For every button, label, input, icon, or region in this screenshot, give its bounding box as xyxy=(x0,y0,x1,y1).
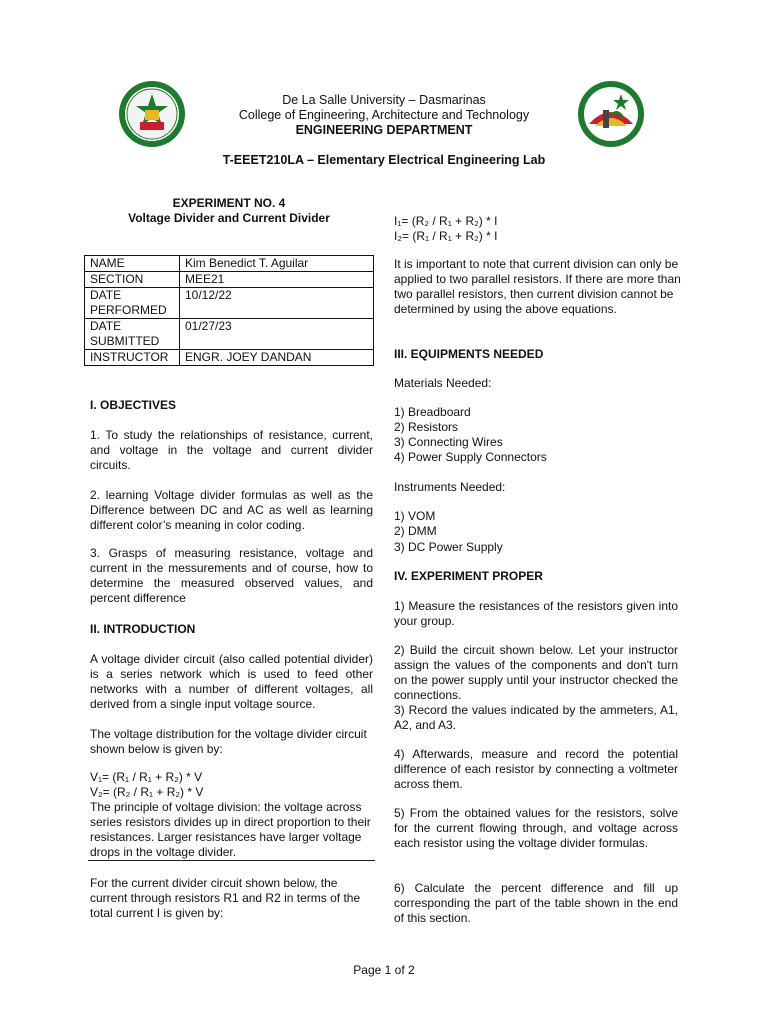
intro-paragraph: For the current divider circuit shown below, the current through resistors R1 and R2 in terms of the total current I is given by: xyxy=(90,876,361,920)
list-item: 2) Resistors xyxy=(394,420,459,434)
info-value: 10/12/22 xyxy=(180,288,374,319)
materials-label: Materials Needed: xyxy=(394,376,492,390)
list-item: 3) DC Power Supply xyxy=(394,540,503,554)
intro-paragraph: It is important to note that current division can only be applied to two parallel resistors. If there are more than two parallel resistors, then current division cannot be determined by using the above equations. xyxy=(394,257,681,316)
procedure-step: 6) Calculate the percent difference and fill up corresponding the part of the table shown in the end of this section. xyxy=(394,881,678,925)
table-row xyxy=(85,272,374,288)
info-label: INSTRUCTOR xyxy=(85,350,180,366)
list-item: 2) DMM xyxy=(394,524,437,538)
intro-paragraph: The voltage distribution for the voltage divider circuit shown below is given by: xyxy=(90,727,367,756)
info-value: Kim Benedict T. Aguilar xyxy=(180,256,374,272)
info-label: DATE SUBMITTED xyxy=(85,319,180,350)
list-item: 4) Power Supply Connectors xyxy=(394,450,547,464)
info-label: NAME xyxy=(85,256,180,272)
objectives-heading: I. OBJECTIVES xyxy=(90,398,177,412)
procedure-step: 3) Record the values indicated by the ammeters, A1, A2, and A3. xyxy=(394,703,678,732)
intro-paragraph: The principle of voltage division: the voltage across series resistors divides up in direct proportion to their resistances. Larger resistances have larger voltage drops in the voltage divider. xyxy=(90,800,371,859)
table-row xyxy=(85,288,374,319)
info-label: SECTION xyxy=(85,272,180,288)
list-item: 1) VOM xyxy=(394,509,436,523)
objective-item: 1. To study the relationships of resistance, current, and voltage in the voltage and current divider circuits. xyxy=(90,428,373,472)
course-title: T-EEET210LA – Elementary Electrical Engineering Lab xyxy=(222,153,546,167)
introduction-heading: II. INTRODUCTION xyxy=(90,622,196,636)
procedure-step: 2) Build the circuit shown below. Let your instructor assign the values of the components and don't turn on the power supply until your instructor checked the connections. xyxy=(394,643,678,702)
page-number: Page 1 of 2 xyxy=(353,963,415,977)
instruments-label: Instruments Needed: xyxy=(394,480,506,494)
current-formula-2: I₂= (R₁ / R₁ + R₂) * I xyxy=(394,229,498,243)
procedure-step: 5) From the obtained values for the resistors, solve for the current flowing through, and voltage across each resistor using the voltage divider formulas. xyxy=(394,806,678,850)
university-name: De La Salle University – Dasmarinas xyxy=(282,93,486,107)
student-info-table xyxy=(84,255,374,366)
voltage-formula-1: V₁= (R₁ / R₁ + R₂) * V xyxy=(90,770,203,784)
voltage-formula-2: V₂= (R₂ / R₁ + R₂) * V xyxy=(90,785,204,799)
experiment-title: Voltage Divider and Current Divider xyxy=(128,211,330,225)
table-row xyxy=(85,319,374,350)
college-name: College of Engineering, Architecture and Technology xyxy=(238,108,530,122)
info-value: 01/27/23 xyxy=(180,319,374,350)
table-row xyxy=(85,256,374,272)
intro-paragraph: A voltage divider circuit (also called potential divider) is a series network which is used to feed other networks with a number of different voltages, all derived from a single input voltage source. xyxy=(90,652,373,711)
current-formula-1: I₁= (R₂ / R₁ + R₂) * I xyxy=(394,214,498,228)
department-name: ENGINEERING DEPARTMENT xyxy=(295,123,473,137)
objective-item: 3. Grasps of measuring resistance, voltage and current in the messurements and of course, how to determine the measured observed values, and percent difference xyxy=(90,546,373,605)
proper-heading: IV. EXPERIMENT PROPER xyxy=(394,569,543,583)
table-row xyxy=(85,350,374,366)
experiment-number: EXPERIMENT NO. 4 xyxy=(172,196,286,210)
info-value: ENGR. JOEY DANDAN xyxy=(180,350,374,366)
equipment-heading: III. EQUIPMENTS NEEDED xyxy=(394,347,544,361)
procedure-step: 1) Measure the resistances of the resistors given into your group. xyxy=(394,599,678,628)
objective-item: 2. learning Voltage divider formulas as well as the Difference between DC and AC as well as learning different color’s meaning in color coding. xyxy=(90,488,373,532)
divider-line xyxy=(88,860,375,861)
info-label: DATE PERFORMED xyxy=(85,288,180,319)
list-item: 3) Connecting Wires xyxy=(394,435,503,449)
procedure-step: 4) Afterwards, measure and record the potential difference of each resistor by connecting a voltmeter across them. xyxy=(394,747,678,791)
info-value: MEE21 xyxy=(180,272,374,288)
list-item: 1) Breadboard xyxy=(394,405,471,419)
